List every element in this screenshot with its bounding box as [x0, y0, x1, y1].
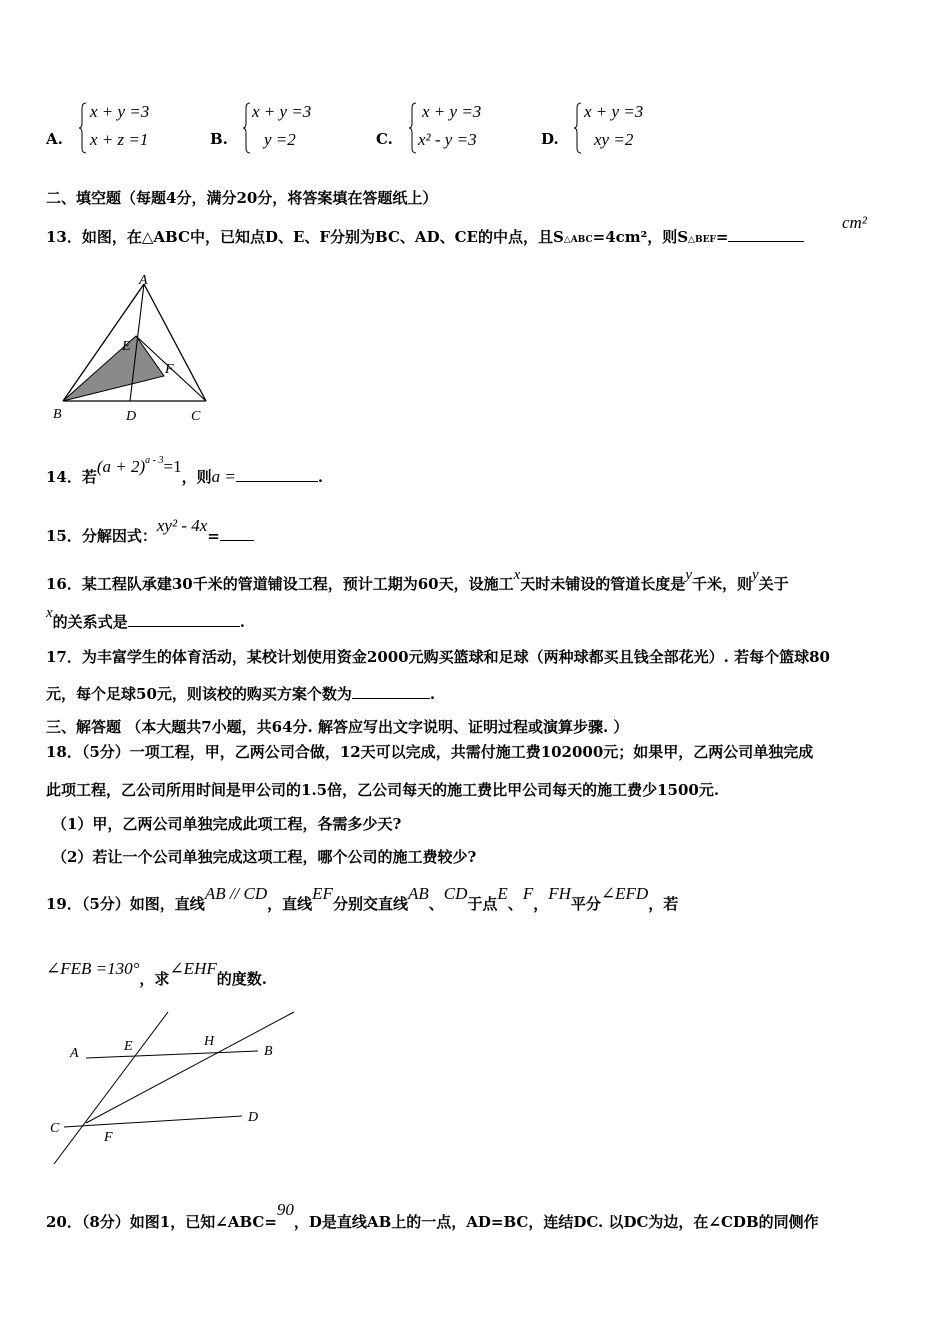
question-18-sub2: （2）若让一个公司单独完成这项工程，哪个公司的施工费较少? — [52, 848, 477, 866]
q19-pre: 19．（5分）如图，直线 — [46, 895, 205, 913]
question-18: 18．（5分）一项工程，甲，乙两公司合做，12天可以完成，共需付施工费102000元；如果甲，乙两公司单独完成 — [46, 743, 814, 761]
q19-e: E — [497, 884, 508, 903]
brace-icon — [409, 102, 417, 154]
label-c: C — [50, 1121, 60, 1136]
question-19 — [46, 884, 679, 914]
q15-expr: xy² - 4x — [156, 516, 208, 535]
q19-ab-cd: AB // CD — [204, 884, 268, 903]
label-f: F — [104, 1130, 113, 1145]
q14-expr: (a + 2) — [96, 457, 146, 476]
question-16-line2 — [46, 605, 245, 632]
q19-t4: 于点 — [467, 895, 498, 913]
question-14 — [46, 455, 324, 487]
q19-t7: 平分 — [570, 895, 601, 913]
q14-end: . — [317, 468, 324, 486]
question-16 — [46, 567, 789, 594]
option-a-eq1: x + y =3 — [90, 102, 150, 121]
q16-var-x: x — [513, 567, 521, 583]
q19-t1: ，直线 — [267, 895, 313, 913]
q19-efd: ∠EFD — [600, 884, 649, 903]
q13-text: 13．如图，在△ABC中，已知点D、E、F分别为BC、AD、CE的中点，且S — [46, 228, 564, 246]
q15-end: = — [207, 527, 220, 545]
question-15 — [46, 516, 254, 546]
shaded-triangle-bef — [63, 336, 164, 401]
q19-ehf: ∠EHF — [169, 959, 217, 978]
label-f: F — [165, 362, 174, 377]
option-d-eq1: x + y =3 — [584, 102, 644, 121]
q13-unit: cm² — [842, 213, 867, 232]
question-13 — [46, 226, 804, 247]
q19-t9: ，求 — [139, 970, 170, 988]
q16-text-a: 16．某工程队承建30千米的管道铺设工程，预计工期为60天，设施工 — [46, 575, 514, 593]
label-b: B — [53, 407, 62, 422]
q19-t8: ，若 — [648, 895, 679, 913]
question-19-line2 — [46, 959, 267, 989]
label-e: E — [122, 339, 131, 354]
side-ac — [144, 284, 206, 401]
q19-feb: ∠FEB =130° — [46, 959, 140, 978]
question-20 — [46, 1200, 819, 1232]
q17-end: . — [429, 685, 436, 703]
label-b: B — [264, 1044, 273, 1059]
q19-t6: ， — [533, 895, 549, 913]
answer-blank[interactable] — [236, 467, 318, 482]
section2-title: 二、填空题（每题4分，满分20分，将答案填在答题纸上） — [46, 189, 438, 207]
q14-mid: ，则 — [181, 468, 212, 486]
answer-blank[interactable] — [220, 526, 254, 541]
q19-t10: 的度数. — [216, 970, 267, 988]
option-c-eq2: x² - y =3 — [418, 130, 477, 149]
q20-pre: 20．（8分）如图1，已知∠ABC= — [46, 1213, 277, 1231]
q14-pre: 14．若 — [46, 468, 97, 486]
question-17-line2 — [46, 683, 435, 704]
question-17: 17．为丰富学生的体育活动，某校计划使用资金2000元购买篮球和足球（两种球都买且钱全部花光）. 若每个篮球80 — [46, 648, 830, 666]
question-18-sub1: （1）甲，乙两公司单独完成此项工程，各需多少天? — [52, 815, 402, 833]
q19-t5: 、 — [507, 895, 523, 913]
line-cd — [64, 1116, 242, 1127]
brace-icon — [243, 102, 251, 154]
q19-t2: 分别交直线 — [332, 895, 408, 913]
answer-blank[interactable] — [728, 227, 804, 242]
label-a: A — [70, 1046, 79, 1061]
line-fh — [86, 1012, 294, 1123]
q19-fh: FH — [548, 884, 571, 903]
section3-title: 三、解答题 （本大题共7小题，共64分. 解答应写出文字说明、证明过程或演算步骤. ） — [46, 718, 629, 736]
label-e: E — [124, 1039, 133, 1054]
q19-cd: CD — [443, 884, 468, 903]
q16-text-d: 关于 — [758, 575, 789, 593]
option-b-eq1: x + y =3 — [252, 102, 312, 121]
option-a-label: A. — [46, 130, 63, 148]
q16-var-x2: x — [46, 605, 53, 621]
question-18-line2: 此项工程，乙公司所用时间是甲公司的1.5倍，乙公司每天的施工费比甲公司每天的施工费少1500元. — [46, 781, 720, 799]
q13-end: = — [715, 228, 729, 246]
answer-blank[interactable] — [352, 684, 430, 699]
q20-post: ，D是直线AB上的一点，AD=BC，连结DC. 以DC为边，在∠CDB的同侧作 — [293, 1213, 819, 1231]
q13-sub2: △BEF — [688, 235, 716, 245]
label-d: D — [248, 1110, 259, 1125]
option-b-label: B. — [210, 130, 228, 148]
label-d: D — [126, 409, 137, 424]
label-c: C — [191, 409, 201, 424]
line-ab — [86, 1051, 258, 1058]
option-d-eq2: xy =2 — [594, 130, 634, 149]
q14-var: a = — [211, 467, 236, 486]
brace-icon — [79, 102, 87, 154]
brace-icon — [574, 102, 582, 154]
q16-text-b: 天时未铺设的管道长度是 — [520, 575, 686, 593]
q16-end: . — [239, 613, 245, 631]
option-c-label: C. — [376, 130, 393, 148]
option-a-eq2: x + z =1 — [90, 130, 149, 149]
q16-text-c: 千米，则 — [691, 575, 752, 593]
q13-mid: =4cm²，则S — [592, 228, 689, 246]
label-h: H — [204, 1034, 215, 1049]
q16-var-y2: y — [752, 567, 759, 583]
answer-blank[interactable] — [128, 612, 240, 627]
option-d-label: D. — [541, 130, 559, 148]
q16-var-y: y — [685, 567, 692, 583]
q14-exp: a - 3 — [145, 455, 164, 466]
q15-pre: 15．分解因式： — [46, 527, 157, 545]
q19-t3: 、 — [428, 895, 444, 913]
q19-ab: AB — [407, 884, 429, 903]
option-c-eq1: x + y =3 — [422, 102, 482, 121]
q13-triangle-figure — [46, 272, 216, 427]
q20-deg: 90 — [276, 1200, 294, 1219]
q19-ef: EF — [312, 884, 333, 903]
q19-parallel-lines-figure — [46, 1002, 306, 1172]
q13-sub1: △ABC — [563, 235, 593, 245]
option-b-eq2: y =2 — [264, 130, 296, 149]
q17-text-line2: 元，每个足球50元，则该校的购买方案个数为 — [46, 685, 352, 703]
q16-text-line2: 的关系式是 — [52, 613, 128, 631]
label-a: A — [139, 273, 148, 288]
q14-eq: =1 — [163, 457, 182, 476]
q19-f: F — [522, 884, 534, 903]
